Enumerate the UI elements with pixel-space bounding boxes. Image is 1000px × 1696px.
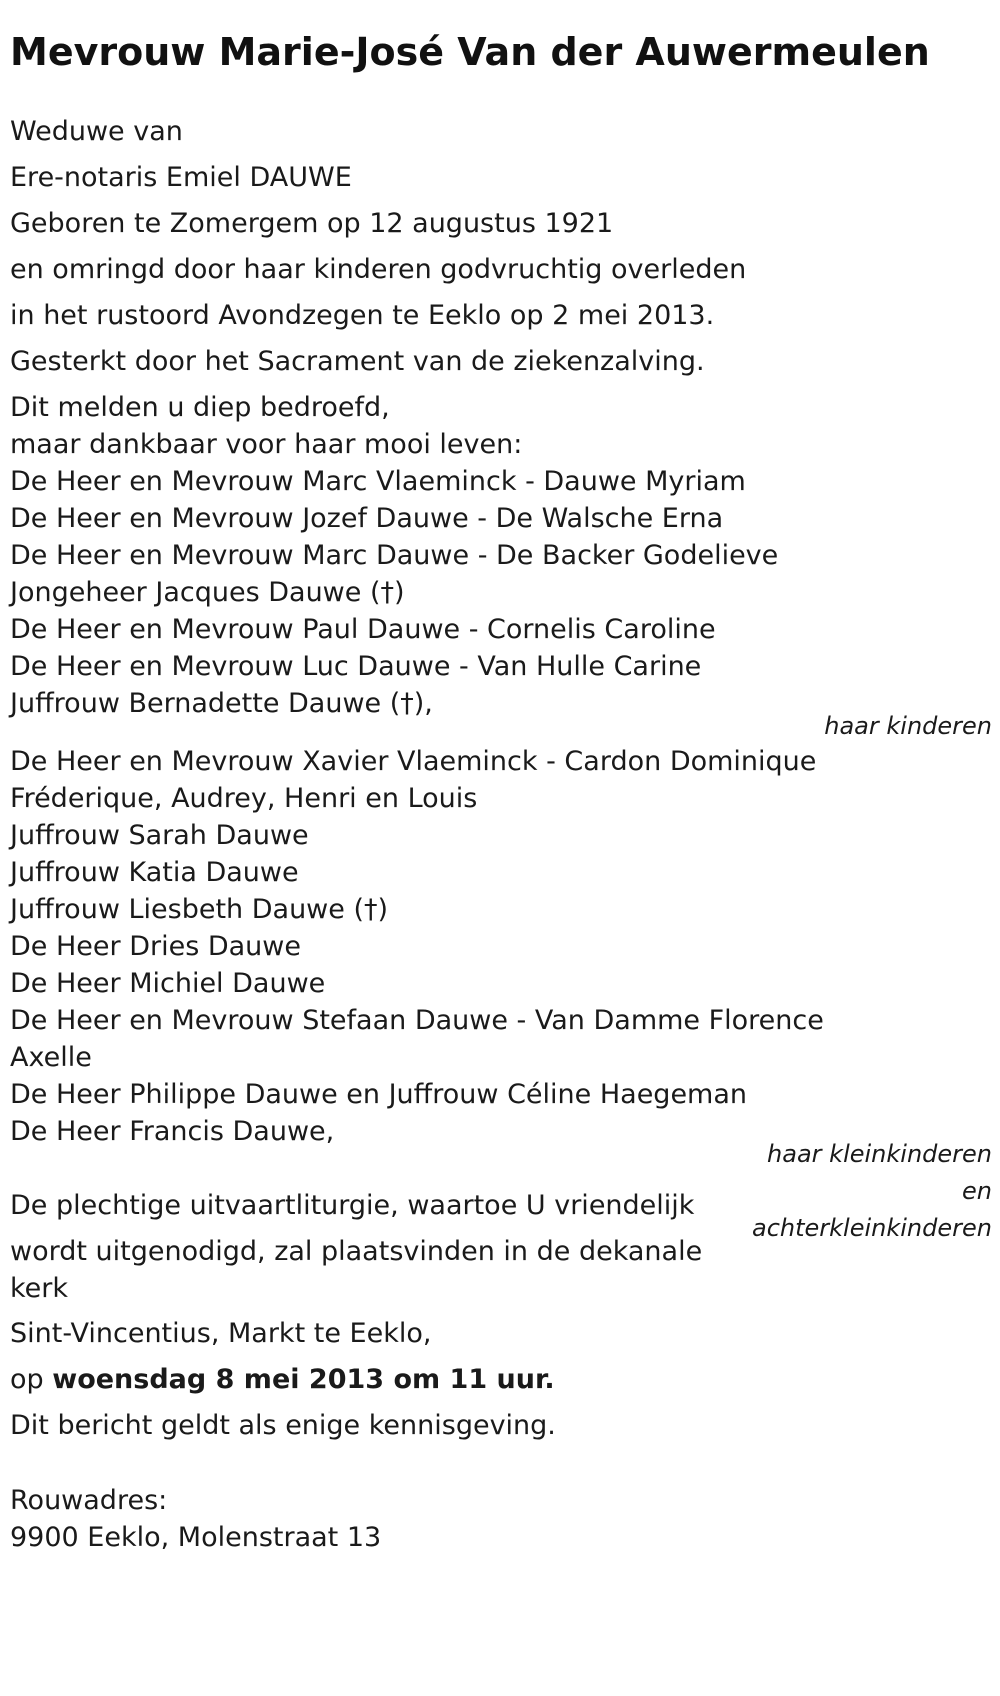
grandchild-entry: De Heer Dries Dauwe bbox=[10, 931, 301, 962]
child-entry: Jongeheer Jacques Dauwe (†) bbox=[10, 577, 405, 608]
funeral-line: Sint-Vincentius, Markt te Eeklo, bbox=[10, 1318, 432, 1349]
intro-line: Weduwe van bbox=[10, 116, 183, 147]
address-label: Rouwadres: bbox=[10, 1485, 168, 1516]
intro-line: maar dankbaar voor haar mooi leven: bbox=[10, 429, 523, 460]
grandchildren-label: haar kleinkinderen bbox=[767, 1140, 992, 1168]
grandchild-entry: De Heer Michiel Dauwe bbox=[10, 968, 326, 999]
intro-line: Dit melden u diep bedroefd, bbox=[10, 392, 390, 423]
closing-line: Dit bericht geldt als enige kennisgeving. bbox=[10, 1410, 556, 1441]
grandchild-entry: De Heer en Mevrouw Xavier Vlaeminck - Cardon Dominique bbox=[10, 746, 817, 777]
child-entry: De Heer en Mevrouw Jozef Dauwe - De Walsche Erna bbox=[10, 503, 724, 534]
grandchild-entry: De Heer Philippe Dauwe en Juffrouw Céline Haegeman bbox=[10, 1079, 748, 1110]
funeral-date-prefix: op bbox=[10, 1364, 53, 1395]
funeral-date-bold: woensdag 8 mei 2013 om 11 uur. bbox=[52, 1364, 555, 1395]
child-entry: Juffrouw Bernadette Dauwe (†), bbox=[10, 688, 433, 719]
grandchild-entry: Juffrouw Katia Dauwe bbox=[10, 857, 299, 888]
child-entry: De Heer en Mevrouw Marc Vlaeminck - Dauwe Myriam bbox=[10, 466, 746, 497]
grandchildren-label: achterkleinkinderen bbox=[752, 1214, 992, 1242]
grandchild-entry: Axelle bbox=[10, 1042, 92, 1073]
child-entry: De Heer en Mevrouw Marc Dauwe - De Backer Godelieve bbox=[10, 540, 779, 571]
intro-line: Gesterkt door het Sacrament van de ziekenzalving. bbox=[10, 346, 705, 377]
address: 9900 Eeklo, Molenstraat 13 bbox=[10, 1522, 382, 1553]
intro-line: in het rustoord Avondzegen te Eeklo op 2 mei 2013. bbox=[10, 300, 715, 331]
grandchild-entry: Juffrouw Liesbeth Dauwe (†) bbox=[10, 894, 389, 925]
intro-line: Geboren te Zomergem op 12 augustus 1921 bbox=[10, 208, 614, 239]
grandchild-entry: Juffrouw Sarah Dauwe bbox=[10, 820, 309, 851]
funeral-line: wordt uitgenodigd, zal plaatsvinden in de dekanale bbox=[10, 1236, 703, 1267]
funeral-line: kerk bbox=[10, 1273, 69, 1304]
funeral-date bbox=[10, 1364, 555, 1396]
intro-line: en omringd door haar kinderen godvruchtig overleden bbox=[10, 254, 747, 285]
grandchild-entry: Fréderique, Audrey, Henri en Louis bbox=[10, 783, 478, 814]
child-entry: De Heer en Mevrouw Paul Dauwe - Cornelis Caroline bbox=[10, 614, 716, 645]
notice-title: Mevrouw Marie-José Van der Auwermeulen bbox=[10, 30, 930, 74]
grandchild-entry: De Heer Francis Dauwe, bbox=[10, 1116, 335, 1147]
intro-line: Ere-notaris Emiel DAUWE bbox=[10, 162, 352, 193]
child-entry: De Heer en Mevrouw Luc Dauwe - Van Hulle Carine bbox=[10, 651, 702, 682]
funeral-line: De plechtige uitvaartliturgie, waartoe U vriendelijk bbox=[10, 1190, 695, 1221]
grandchildren-label: en bbox=[962, 1177, 992, 1205]
grandchild-entry: De Heer en Mevrouw Stefaan Dauwe - Van Damme Florence bbox=[10, 1005, 824, 1036]
children-label: haar kinderen bbox=[824, 712, 992, 740]
